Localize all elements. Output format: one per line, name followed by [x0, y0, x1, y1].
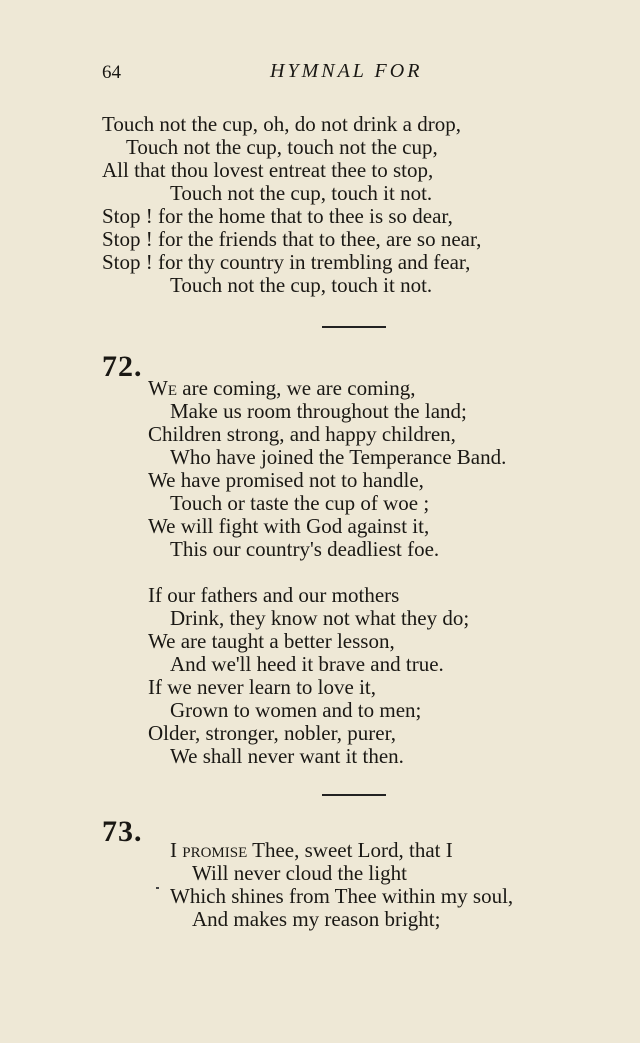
- verse-line: Will never cloud the light: [192, 861, 407, 885]
- verse-line: We are taught a better lesson,: [148, 629, 395, 653]
- verse-line: Stop ! for the friends that to thee, are so near,: [102, 227, 482, 251]
- hymn-number: 73.: [102, 815, 143, 848]
- verse-line: We will fight with God against it,: [148, 514, 430, 538]
- verse-line: Grown to women and to men;: [170, 698, 422, 722]
- section-divider: [322, 326, 386, 328]
- verse-line: And we'll heed it brave and true.: [170, 652, 444, 676]
- verse-line: We have promised not to handle,: [148, 468, 424, 492]
- verse-line: Stop ! for the home that to thee is so dear,: [102, 204, 453, 228]
- verse-line: Which shines from Thee within my soul,: [170, 884, 514, 908]
- verse-line: Children strong, and happy children,: [148, 422, 456, 446]
- page-number: 64: [102, 62, 121, 83]
- verse-line: Touch not the cup, touch not the cup,: [126, 135, 438, 159]
- first-line-rest: Thee, sweet Lord, that I: [247, 838, 453, 862]
- drop-word-rest: e: [167, 376, 177, 400]
- print-speck: [156, 887, 159, 889]
- verse-line: Older, stronger, nobler, purer,: [148, 721, 396, 745]
- hymn-number: 72.: [102, 350, 143, 383]
- drop-word-lead: W: [148, 376, 168, 400]
- verse-line: Touch not the cup, oh, do not drink a drop,: [102, 112, 461, 136]
- verse-line: Touch not the cup, touch it not.: [170, 273, 433, 297]
- page-header: [0, 60, 640, 90]
- verse-line: If our fathers and our mothers: [148, 583, 400, 607]
- verse-line-first: [148, 377, 416, 400]
- verse-line-first: [170, 839, 453, 862]
- verse-line: Drink, they know not what they do;: [170, 606, 470, 630]
- first-line-rest: are coming, we are coming,: [177, 376, 416, 400]
- verse-line: And makes my reason bright;: [192, 907, 441, 931]
- section-divider: [322, 794, 386, 796]
- verse-line: All that thou lovest entreat thee to stop,: [102, 158, 434, 182]
- verse-line: This our country's deadliest foe.: [170, 537, 440, 561]
- verse-line: Stop ! for thy country in trembling and fear,: [102, 250, 471, 274]
- verse-line: Who have joined the Temperance Band.: [170, 445, 507, 469]
- verse-line: We shall never want it then.: [170, 744, 404, 768]
- verse-line: If we never learn to love it,: [148, 675, 376, 699]
- running-title: HYMNAL FOR: [270, 60, 423, 82]
- verse-line: Make us room throughout the land;: [170, 399, 467, 423]
- first-line-lead: I: [170, 838, 183, 862]
- verse-line: Touch not the cup, touch it not.: [170, 181, 433, 205]
- verse-line: Touch or taste the cup of woe ;: [170, 491, 430, 515]
- small-caps-word: promise: [182, 838, 248, 862]
